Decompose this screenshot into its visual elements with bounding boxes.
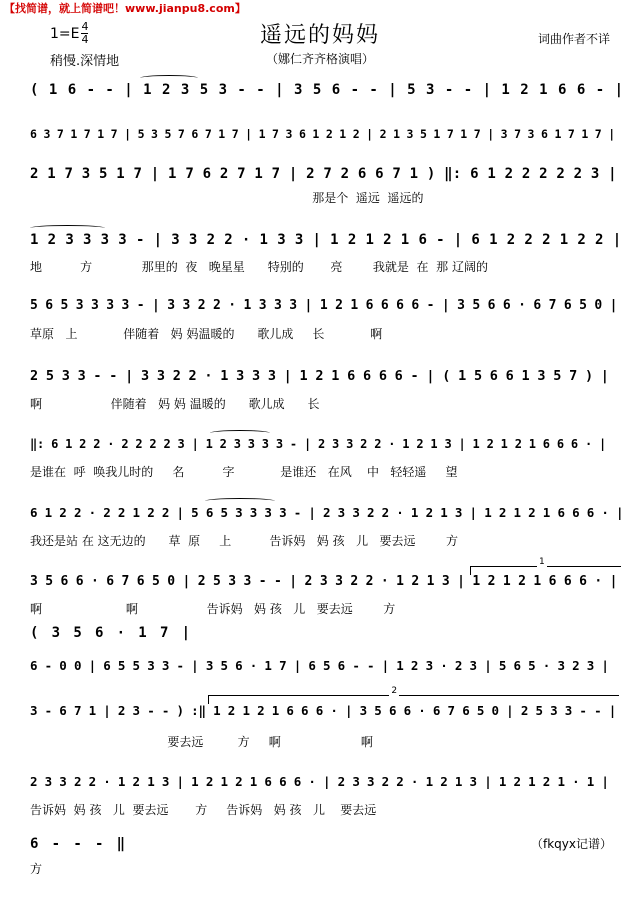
score-row: 2 5 3 3 - - | 3 3 2 2 · 1 3 3 3 | 1 2 1 6 6 6 6 - | ( 1 5 6 6 1 3 5 7 ) |	[30, 368, 609, 384]
lyric-row: 我还是站 在 这无边的 草 原 上 告诉妈 妈 孩 儿 要去远 方	[30, 534, 459, 548]
lyric-row: 那是个 遥远 遥远的	[30, 191, 424, 205]
score-row: 2 1 7 3 5 1 7 | 1 7 6 2 7 1 7 | 2 7 2 6 6 7 1 ) ‖: 6 1 2 2 2 2 2 3 |	[30, 166, 617, 182]
score-row: 6 3 7 1 7 1 7 | 5 3 5 7 6 7 1 7 | 1 7 3 6 1 2 1 2 | 2 1 3 5 1 7 1 7 | 3 7 3 6 1 7 1 7 |	[30, 127, 615, 141]
tempo-marking: 稍慢.深情地	[50, 54, 120, 69]
volta-number: 2	[391, 686, 398, 696]
slur	[210, 430, 270, 436]
lyric-row: 要去远 方 啊 啊	[30, 735, 373, 749]
score-row: 3 - 6 7 1 | 2 3 - - ) :‖ 1 2 1 2 1 6 6 6 · | 3 5 6 6 · 6 7 6 5 0 | 2 5 3 3 - - |	[30, 703, 617, 718]
score-row: 6 - - - ‖	[30, 836, 128, 852]
score-row: ( 1 6 - - | 1 2 3 5 3 - - | 3 5 6 - - | 5 3 - - | 1 2 1 6 6 - |	[30, 82, 625, 98]
score-row: ‖: 6 1 2 2 · 2 2 2 2 3 | 1 2 3 3 3 3 - | 2 3 3 2 2 · 1 2 1 3 | 1 2 1 2 1 6 6 6 · |	[30, 437, 607, 451]
slur	[205, 498, 275, 504]
lyric-row: 啊 伴随着 妈 妈 温暖的 歌儿成 长	[30, 397, 320, 411]
credit-text: 词曲作者不详	[537, 32, 610, 46]
score-row: 5 6 5 3 3 3 3 - | 3 3 2 2 · 1 3 3 3 | 1 2 1 6 6 6 6 - | 3 5 6 6 · 6 7 6 5 0 |	[30, 298, 618, 313]
site-banner[interactable]: 【找简谱，就上简谱吧！www.jianpu8.com】	[4, 2, 246, 15]
score-row: 3 5 6 6 · 6 7 6 5 0 | 2 5 3 3 - - | 2 3 3 2 2 · 1 2 1 3 | 1 2 1 2 1 6 6 6 · |	[30, 574, 618, 589]
score-row: 6 - 0 0 | 6 5 5 3 3 - | 3 5 6 · 1 7 | 6 5 6 - - | 1 2 3 · 2 3 | 5 6 5 · 3 2 3 |	[30, 658, 609, 673]
lyric-row: 告诉妈 妈 孩 儿 要去远 方 告诉妈 妈 孩 儿 要去远	[30, 803, 377, 817]
song-title: 遥远的妈妈	[259, 23, 380, 48]
score-row: 1 2 3 3 3 3 - | 3 3 2 2 · 1 3 3 | 1 2 1 2 1 6 - | 6 1 2 2 2 1 2 2 |	[30, 232, 622, 248]
score-row: ( 3 5 6 · 1 7 |	[30, 625, 193, 641]
recorder-credit: （fkqyx记谱）	[531, 837, 612, 851]
lyric-row: 方	[30, 862, 43, 876]
lyric-row: 地 方 那里的 夜 晚星星 特别的 亮 我就是 在 那 辽阔的	[30, 260, 488, 274]
score-row: 2 3 3 2 2 · 1 2 1 3 | 1 2 1 2 1 6 6 6 · | 2 3 3 2 2 · 1 2 1 3 | 1 2 1 2 1 · 1 |	[30, 774, 609, 789]
slur	[30, 225, 105, 231]
time-beats: 4	[81, 20, 89, 33]
slur	[140, 75, 198, 81]
volta-number: 1	[539, 557, 545, 567]
lyric-row: 是谁在 呼 唤我儿时的 名 字 是谁还 在风 中 轻轻遥 望	[30, 465, 458, 479]
lyric-row: 草原 上 伴随着 妈 妈温暖的 歌儿成 长 啊	[30, 327, 383, 341]
performer: （娜仁齐齐格演唱）	[265, 52, 374, 66]
time-unit: 4	[81, 33, 89, 46]
key-label: 1=E	[50, 25, 80, 42]
lyric-row: 啊 啊 告诉妈 妈 孩 儿 要去远 方	[30, 602, 396, 616]
score-row: 6 1 2 2 · 2 2 1 2 2 | 5 6 5 3 3 3 3 - | 2 3 3 2 2 · 1 2 1 3 | 1 2 1 2 1 6 6 6 · |	[30, 505, 624, 520]
